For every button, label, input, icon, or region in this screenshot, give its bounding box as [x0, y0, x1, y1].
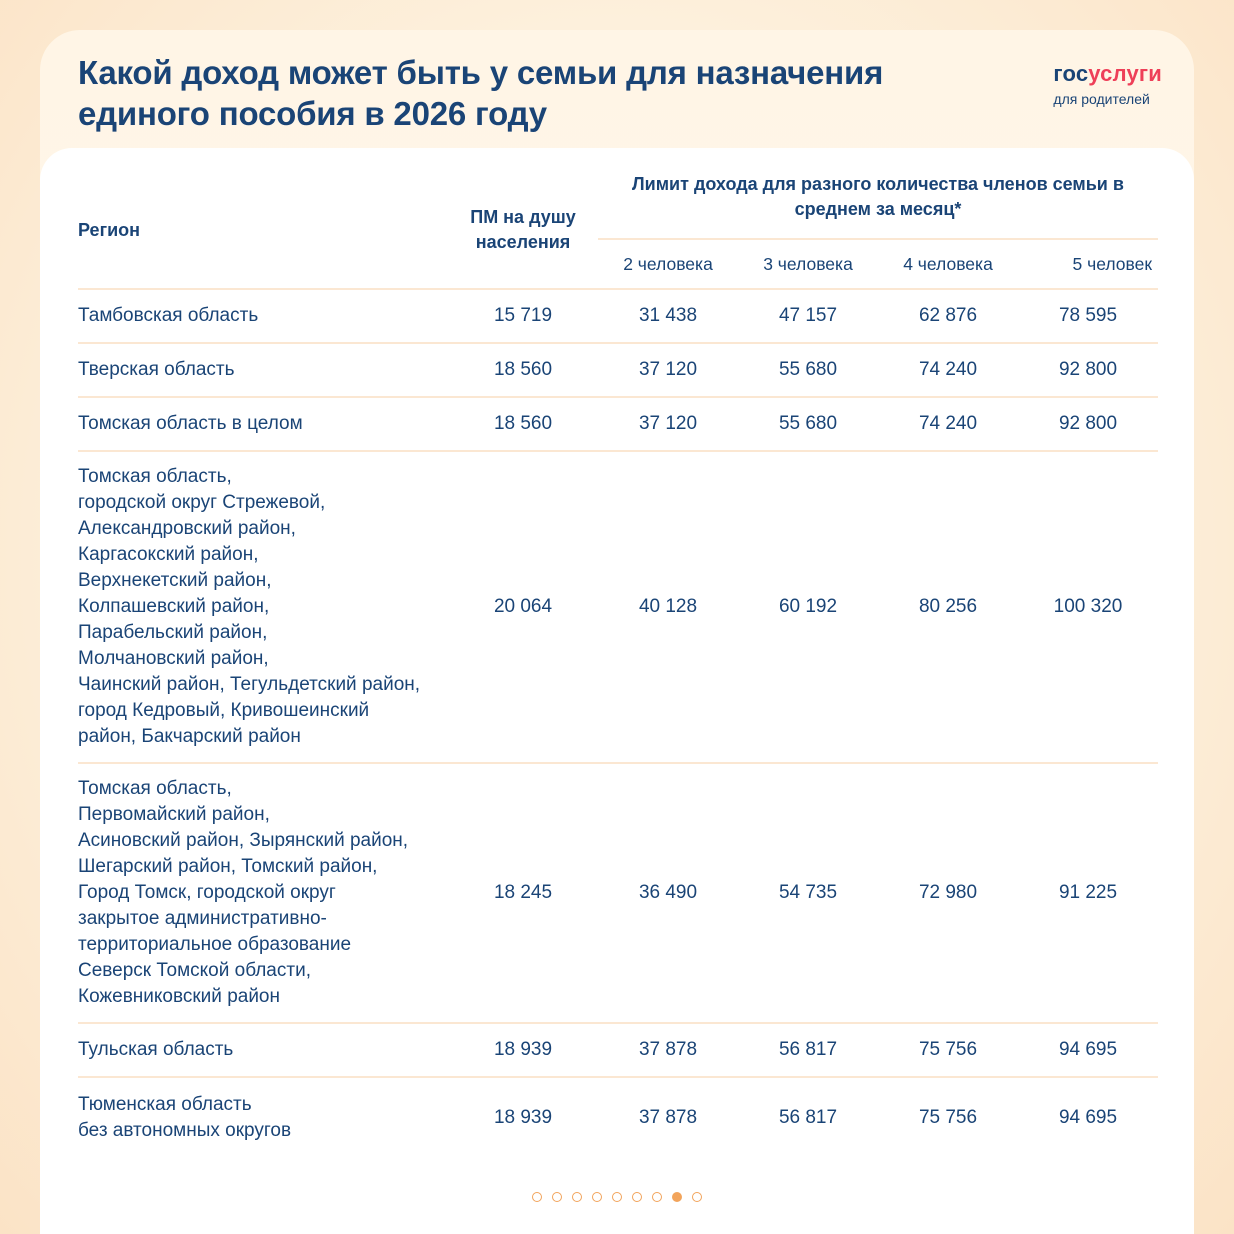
table-row: [78, 1077, 1158, 1158]
table-row: [78, 289, 1158, 343]
region-line: городской округ Стрежевой,: [78, 492, 326, 513]
page-title: [78, 52, 883, 134]
pagination-dot[interactable]: [692, 1192, 702, 1202]
region-line: без автономных округов: [78, 1120, 292, 1141]
limit-3-cell: 56 817: [738, 1077, 878, 1158]
pm-cell: 20 064: [448, 451, 598, 763]
limit-5-cell: 92 800: [1018, 343, 1158, 397]
pagination-dot[interactable]: [592, 1192, 602, 1202]
limit-4-cell: 74 240: [878, 343, 1018, 397]
limit-5-cell: 100 320: [1018, 451, 1158, 763]
table-row: [78, 397, 1158, 451]
region-line: Колпашевский район,: [78, 596, 270, 617]
limit-2-cell: 37 878: [598, 1077, 738, 1158]
region-line: Молчановский район,: [78, 648, 269, 669]
logo-gos: гос: [1053, 61, 1089, 86]
region-line: закрытое административно-: [78, 908, 327, 929]
limit-5-cell: 94 695: [1018, 1023, 1158, 1077]
region-line: Каргасокский район,: [78, 544, 259, 565]
region-cell: [78, 1077, 448, 1158]
pagination-dot[interactable]: [572, 1192, 582, 1202]
limit-2-cell: 37 878: [598, 1023, 738, 1077]
region-cell: [78, 289, 448, 343]
limit-4-cell: 72 980: [878, 763, 1018, 1023]
pm-cell: 18 939: [448, 1077, 598, 1158]
header-row-1: [78, 172, 1158, 239]
region-line: город Кедровый, Кривошеинский: [78, 700, 370, 721]
table-row: [78, 763, 1158, 1023]
region-line: Парабельский район,: [78, 622, 268, 643]
region-line: Кожевниковский район: [78, 986, 280, 1007]
pm-cell: 15 719: [448, 289, 598, 343]
title-line-1: Какой доход может быть у семьи для назначения: [78, 54, 884, 91]
pagination-dot-active[interactable]: [672, 1192, 682, 1202]
column-header-5-persons: 5 человек: [1018, 239, 1158, 289]
region-line: Томская область,: [78, 466, 232, 487]
limit-3-cell: 60 192: [738, 451, 878, 763]
region-line: Верхнекетский район,: [78, 570, 272, 591]
column-header-limit: [598, 172, 1158, 239]
limit-2-cell: 36 490: [598, 763, 738, 1023]
region-line: Тверская область: [78, 359, 235, 380]
pm-cell: 18 560: [448, 397, 598, 451]
region-cell: [78, 763, 448, 1023]
limit-2-cell: 31 438: [598, 289, 738, 343]
limit-5-cell: 92 800: [1018, 397, 1158, 451]
region-line: Первомайский район,: [78, 804, 270, 825]
table-row: [78, 451, 1158, 763]
region-cell: [78, 343, 448, 397]
limit-2-cell: 40 128: [598, 451, 738, 763]
region-line: Александровский район,: [78, 518, 296, 539]
pagination-dot[interactable]: [532, 1192, 542, 1202]
region-line: Асиновский район, Зырянский район,: [78, 830, 409, 851]
pagination-dot[interactable]: [652, 1192, 662, 1202]
gosuslugi-logo: [1053, 62, 1162, 108]
table-row: [78, 343, 1158, 397]
limit-4-cell: 80 256: [878, 451, 1018, 763]
limit-4-cell: 62 876: [878, 289, 1018, 343]
pm-cell: 18 939: [448, 1023, 598, 1077]
pm-cell: 18 560: [448, 343, 598, 397]
limit-4-cell: 74 240: [878, 397, 1018, 451]
limit-5-cell: 78 595: [1018, 289, 1158, 343]
column-header-pm-text: ПМ на душу населения: [470, 207, 576, 252]
pagination-dot[interactable]: [632, 1192, 642, 1202]
logo-subtitle: для родителей: [1053, 91, 1150, 107]
pagination-dot[interactable]: [612, 1192, 622, 1202]
column-header-4-persons: 4 человека: [878, 239, 1018, 289]
region-line: Томская область в целом: [78, 413, 303, 434]
table-card: [40, 148, 1194, 1234]
region-line: Город Томск, городской округ: [78, 882, 336, 903]
region-line: район, Бакчарский район: [78, 726, 301, 747]
title-line-2: единого пособия в 2026 году: [78, 95, 547, 132]
limit-4-cell: 75 756: [878, 1077, 1018, 1158]
region-line: Чаинский район, Тегульдетский район,: [78, 674, 421, 695]
pm-cell: 18 245: [448, 763, 598, 1023]
logo-uslugi: услуги: [1088, 61, 1162, 86]
pagination-dot[interactable]: [552, 1192, 562, 1202]
income-limits-table: [78, 172, 1158, 1158]
column-header-region: Регион: [78, 219, 140, 240]
pagination-dots: [0, 1192, 1234, 1202]
limit-3-cell: 56 817: [738, 1023, 878, 1077]
region-line: Тюменская область: [78, 1094, 252, 1115]
limit-2-cell: 37 120: [598, 343, 738, 397]
region-line: Шегарский район, Томский район,: [78, 856, 378, 877]
column-header-3-persons: 3 человека: [738, 239, 878, 289]
limit-4-cell: 75 756: [878, 1023, 1018, 1077]
column-header-limit-text: Лимит дохода для разного количества членов семьи в среднем за месяц*: [632, 174, 1124, 219]
limit-5-cell: 94 695: [1018, 1077, 1158, 1158]
limit-3-cell: 55 680: [738, 343, 878, 397]
limit-5-cell: 91 225: [1018, 763, 1158, 1023]
column-header-2-persons: 2 человека: [598, 239, 738, 289]
region-line: Северск Томской области,: [78, 960, 311, 981]
limit-3-cell: 55 680: [738, 397, 878, 451]
region-cell: [78, 397, 448, 451]
region-line: территориальное образование: [78, 934, 352, 955]
limit-3-cell: 54 735: [738, 763, 878, 1023]
limit-2-cell: 37 120: [598, 397, 738, 451]
region-cell: [78, 451, 448, 763]
table-row: [78, 1023, 1158, 1077]
region-line: Томская область,: [78, 778, 232, 799]
logo-wordmark: [1053, 62, 1162, 86]
region-cell: [78, 1023, 448, 1077]
limit-3-cell: 47 157: [738, 289, 878, 343]
column-header-pm: [448, 172, 598, 289]
region-line: Тамбовская область: [78, 305, 259, 326]
region-line: Тульская область: [78, 1039, 234, 1060]
